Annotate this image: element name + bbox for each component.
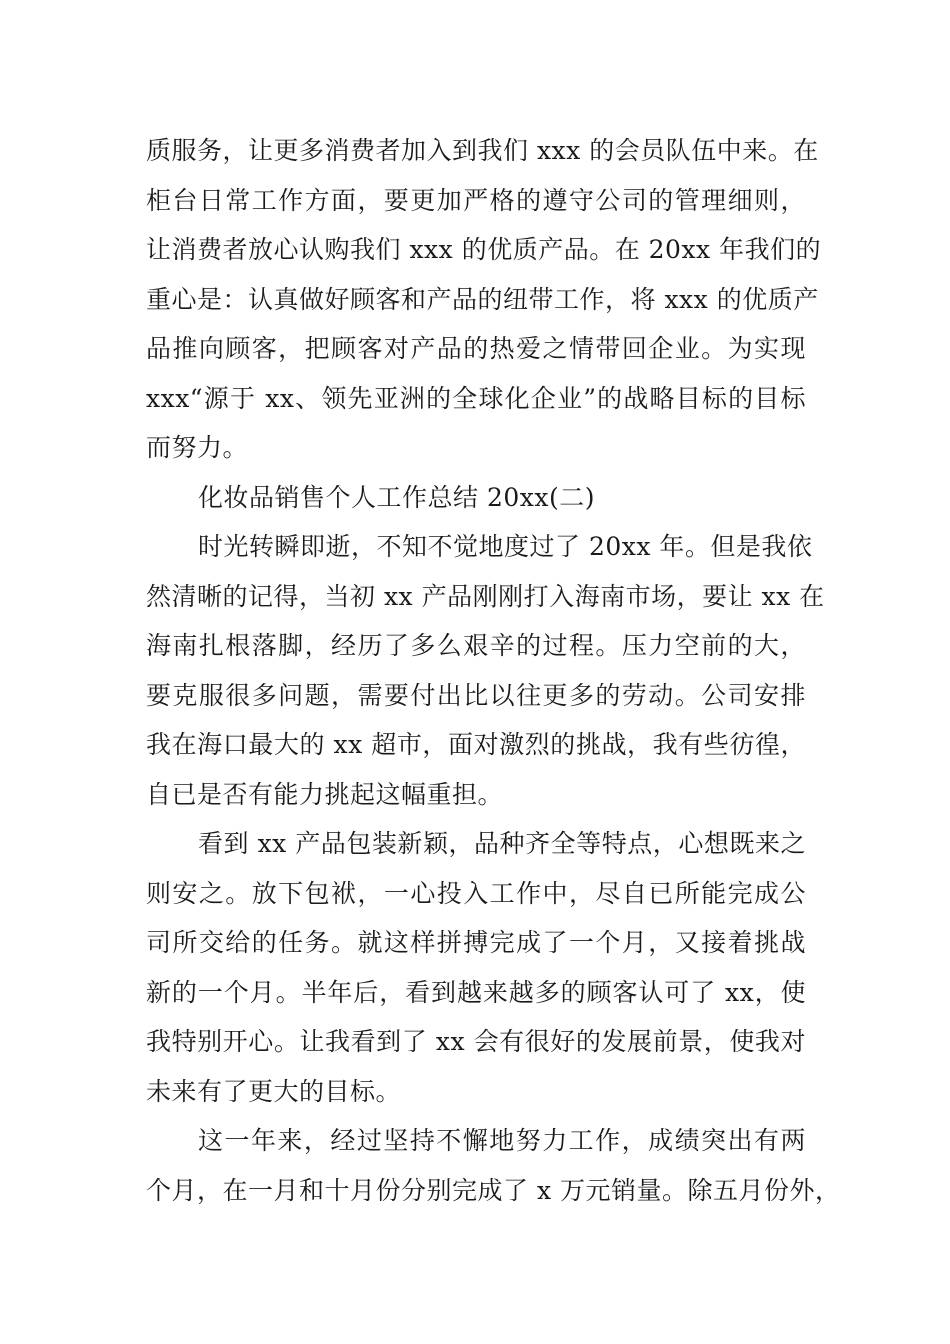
- text-line: 个月，在一月和十月份分别完成了 x 万元销量。除五月份外，: [146, 1175, 841, 1205]
- document-body: [146, 126, 841, 1215]
- text-line: 而努力。: [146, 433, 249, 462]
- text-line: 这一年来，经过坚持不懈地努力工作，成绩突出有两: [198, 1126, 806, 1155]
- text-line: 自已是否有能力挑起这幅重担。: [146, 779, 504, 809]
- text-line: 品推向顾客，把顾客对产品的热爱之情带回企业。为实现: [146, 334, 806, 363]
- section-heading: 化妆品销售个人工作总结 20xx(二): [198, 482, 595, 512]
- text-line: 柜台日常工作方面，要更加严格的遵守公司的管理细则，: [146, 185, 806, 215]
- text-line: 则安之。放下包袱，一心投入工作中，尽自已所能完成公: [146, 878, 806, 908]
- text-line: 我在海口最大的 xx 超市，面对激烈的挑战，我有些彷徨，: [146, 730, 806, 759]
- text-line: 新的一个月。半年后，看到越来越多的顾客认可了 xx，使: [146, 977, 806, 1007]
- text-line: 时光转瞬即逝，不知不觉地度过了 20xx 年。但是我依: [198, 532, 813, 561]
- text-line: xxx“源于 xx、领先亚洲的全球化企业”的战略目标的目标: [146, 383, 806, 413]
- text-line: 质服务，让更多消费者加入到我们 xxx 的会员队伍中来。在: [146, 136, 819, 165]
- text-line: 我特别开心。让我看到了 xx 会有很好的发展前景，使我对: [146, 1027, 806, 1056]
- text-line: 然清晰的记得，当初 xx 产品刚刚打入海南市场，要让 xx 在: [146, 581, 825, 611]
- text-line: 未来有了更大的目标。: [146, 1076, 402, 1106]
- text-line: 海南扎根落脚，经历了多么艰辛的过程。压力空前的大，: [146, 631, 806, 660]
- text-line: 司所交给的任务。就这样拼搏完成了一个月，又接着挑战: [146, 928, 806, 957]
- text-line: 重心是：认真做好顾客和产品的纽带工作，将 xxx 的优质产: [146, 284, 819, 314]
- text-line: 让消费者放心认购我们 xxx 的优质产品。在 20xx 年我们的: [146, 235, 822, 264]
- text-line: 看到 xx 产品包装新颖，品种齐全等特点，心想既来之: [198, 829, 806, 858]
- text-line: 要克服很多问题，需要付出比以往更多的劳动。公司安排: [146, 680, 806, 710]
